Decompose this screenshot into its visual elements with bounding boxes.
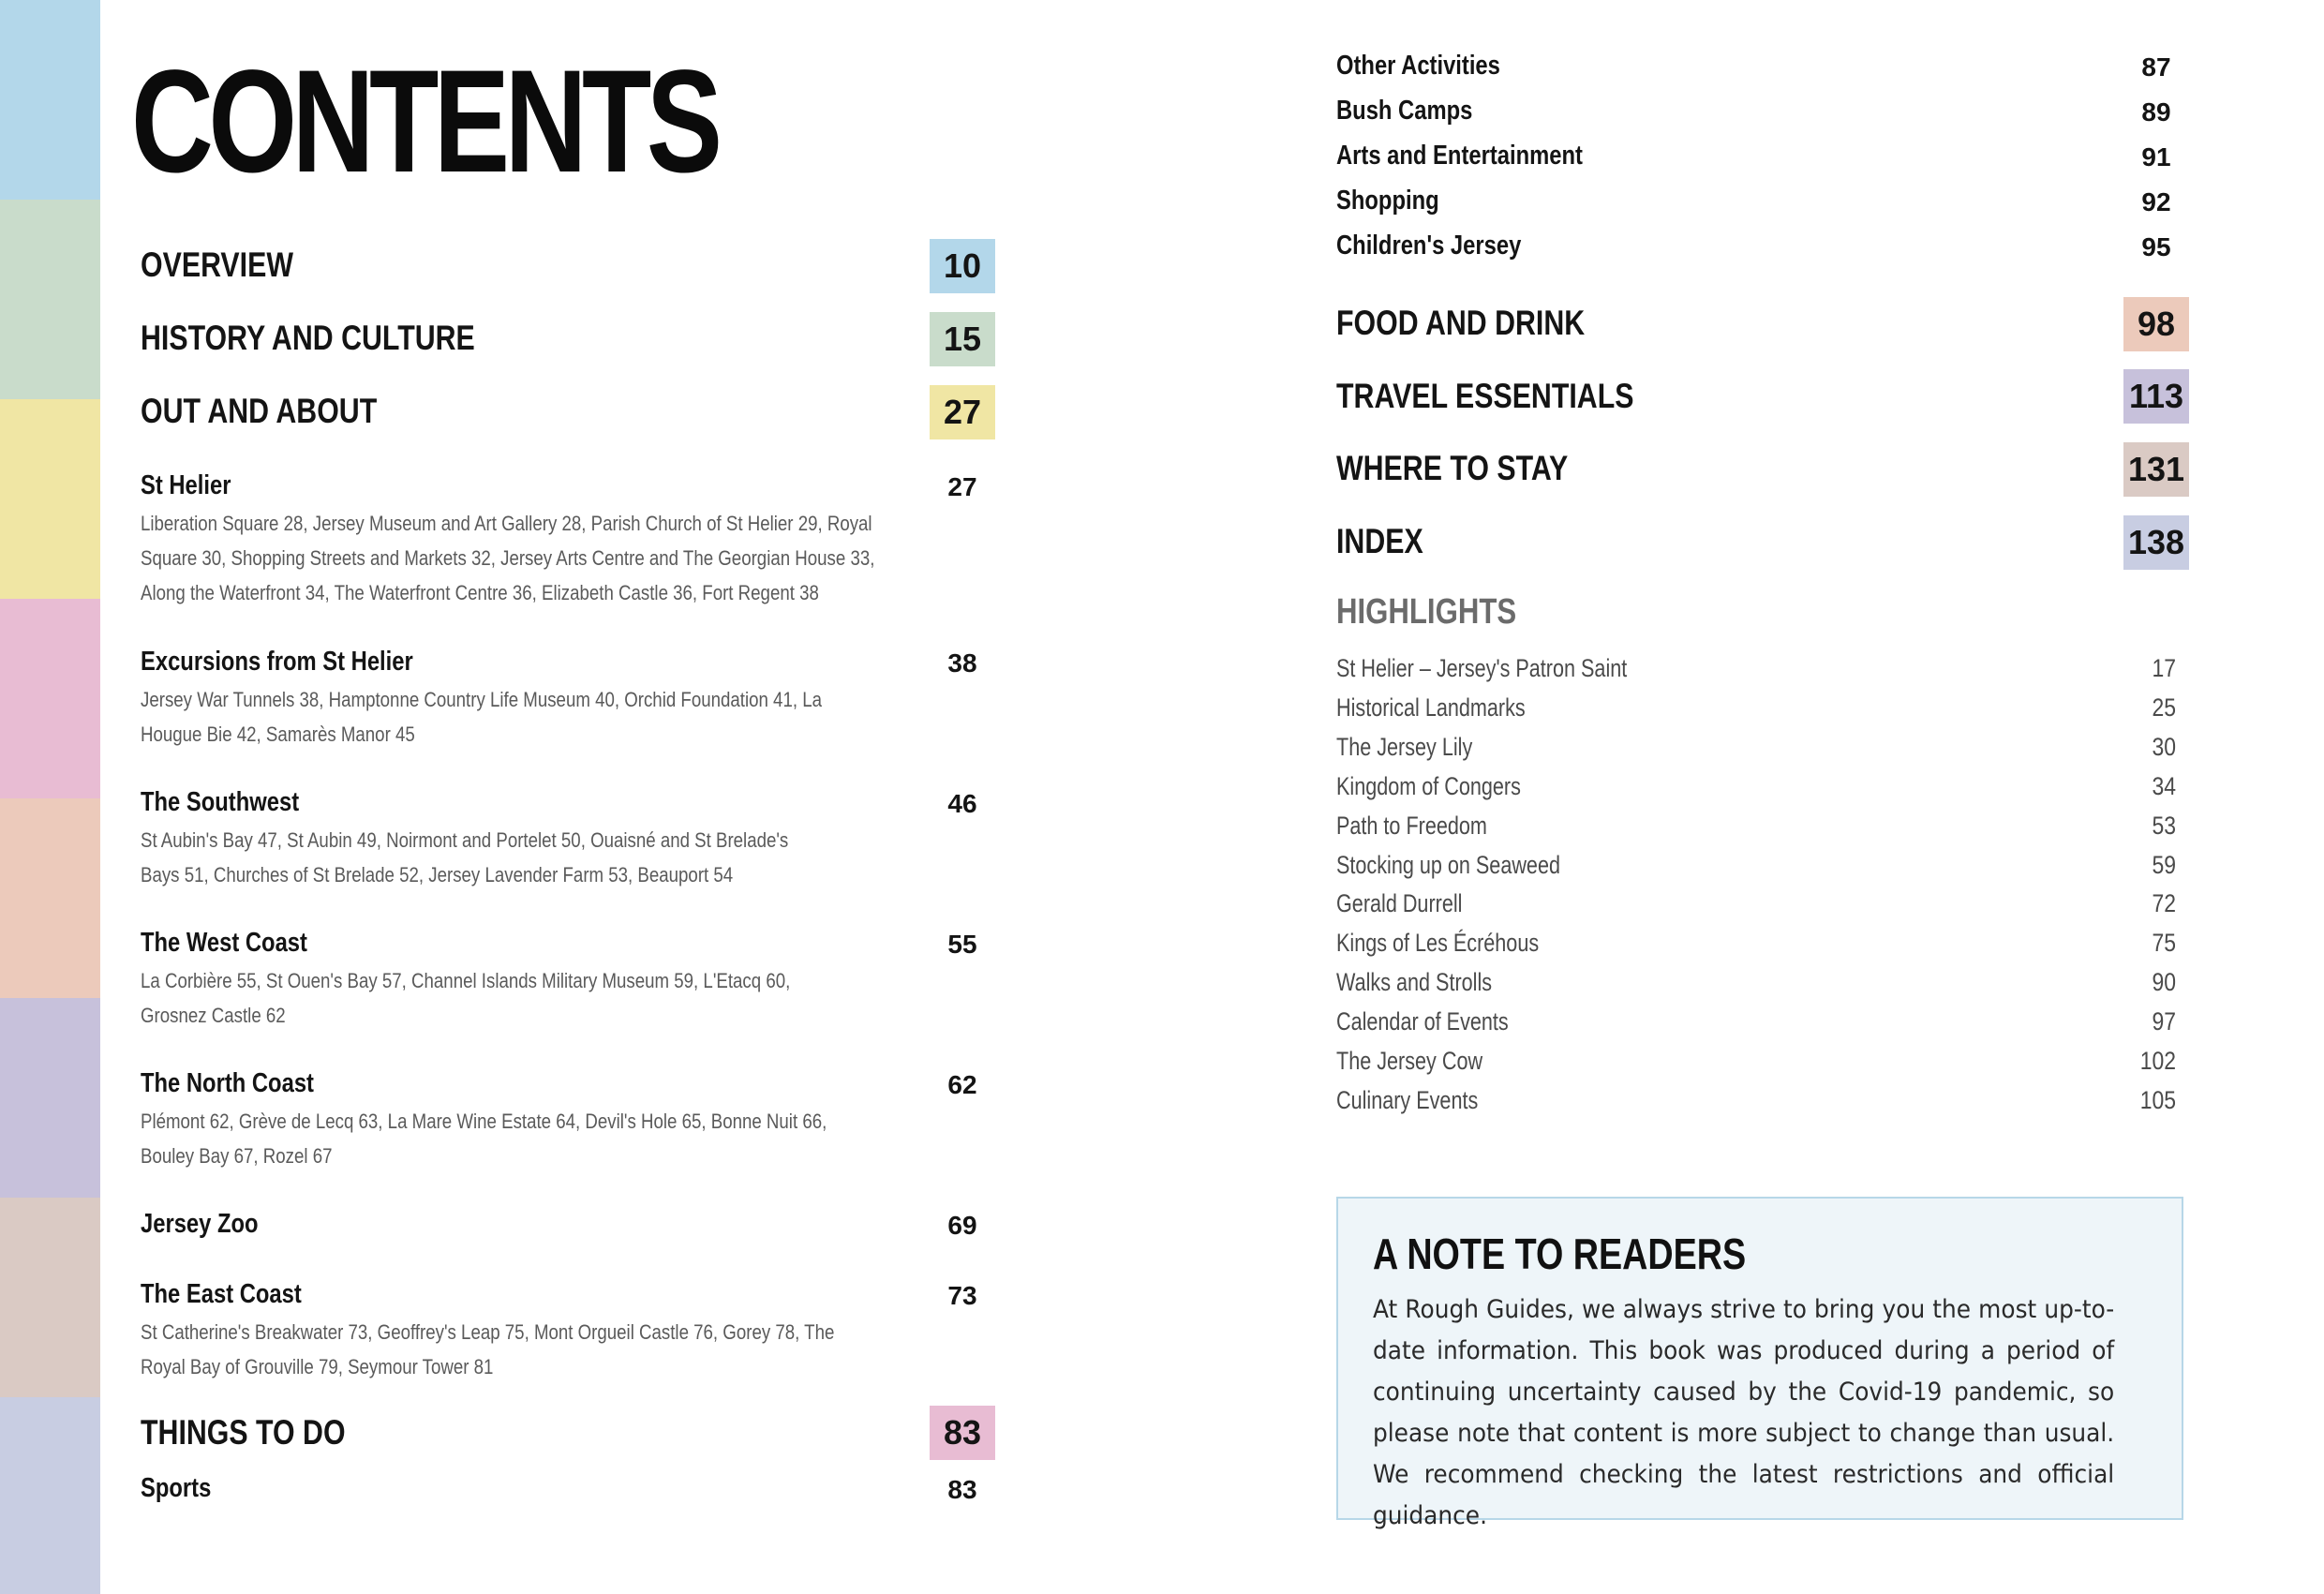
toc-sub-description <box>141 506 874 610</box>
desc-line: Bays 51, Churches of St Brelade 52, Jersey Lavender Farm 53, Beauport 54 <box>141 863 734 886</box>
toc-sub-shopping[interactable]: Shopping <box>1336 186 1439 216</box>
toc-page-badge[interactable]: 138 <box>2123 515 2189 570</box>
toc-page-number[interactable]: 87 <box>2141 52 2171 82</box>
toc-section-travel-essentials[interactable]: TRAVEL ESSENTIALS <box>1336 377 1634 415</box>
toc-page-number[interactable]: 92 <box>2141 187 2171 216</box>
highlight-label: St Helier – Jersey's Patron Saint <box>1336 654 1628 682</box>
stripe-band <box>0 1198 100 1397</box>
toc-section-food-drink[interactable]: FOOD AND DRINK <box>1336 304 1586 342</box>
highlight-row[interactable] <box>1336 968 2176 1006</box>
highlight-page: 75 <box>2152 929 2176 958</box>
highlight-label: Kingdom of Congers <box>1336 771 1521 800</box>
desc-line: St Catherine's Breakwater 73, Geoffrey's Leap 75, Mont Orgueil Castle 76, Gorey 78, The <box>141 1320 835 1344</box>
highlight-label: Calendar of Events <box>1336 1007 1509 1036</box>
highlights-heading: HIGHLIGHTS <box>1336 592 1517 632</box>
toc-sub-sports[interactable]: Sports <box>141 1473 212 1503</box>
stripe-band <box>0 0 100 200</box>
toc-sub-description <box>141 963 790 1033</box>
toc-page-number[interactable]: 69 <box>947 1211 977 1240</box>
toc-sub-west-coast[interactable]: The West Coast <box>141 928 307 958</box>
toc-page-number[interactable]: 91 <box>2141 142 2171 171</box>
highlight-row[interactable] <box>1336 733 2176 770</box>
toc-sub-bush-camps[interactable]: Bush Camps <box>1336 96 1473 126</box>
highlight-label: Kings of Les Écréhous <box>1336 929 1540 958</box>
toc-sub-excursions[interactable]: Excursions from St Helier <box>141 647 413 677</box>
highlight-page: 102 <box>2139 1047 2176 1075</box>
highlight-label: Historical Landmarks <box>1336 693 1526 722</box>
highlight-page: 53 <box>2152 811 2176 840</box>
toc-page-number[interactable]: 46 <box>947 789 977 818</box>
toc-sub-east-coast[interactable]: The East Coast <box>141 1279 302 1309</box>
desc-line: Plémont 62, Grève de Lecq 63, La Mare Wine Estate 64, Devil's Hole 65, Bonne Nuit 66, <box>141 1110 827 1133</box>
highlight-row[interactable] <box>1336 1007 2176 1045</box>
toc-page-number[interactable]: 83 <box>947 1475 977 1504</box>
desc-line: Jersey War Tunnels 38, Hamptonne Country Life Museum 40, Orchid Foundation 41, La <box>141 688 822 711</box>
highlight-page: 59 <box>2152 850 2176 879</box>
toc-section-index[interactable]: INDEX <box>1336 522 1423 560</box>
stripe-band <box>0 998 100 1198</box>
highlight-page: 30 <box>2152 732 2176 761</box>
toc-sub-other-activities[interactable]: Other Activities <box>1336 51 1500 81</box>
toc-sub-childrens-jersey[interactable]: Children's Jersey <box>1336 231 1522 261</box>
toc-sub-description <box>141 682 822 752</box>
desc-line: Grosnez Castle 62 <box>141 1004 286 1027</box>
highlight-row[interactable] <box>1336 851 2176 888</box>
toc-page-badge[interactable]: 131 <box>2123 442 2189 497</box>
desc-line: Royal Bay of Grouville 79, Seymour Tower 81 <box>141 1355 494 1378</box>
highlight-label: Path to Freedom <box>1336 811 1487 840</box>
desc-line: Liberation Square 28, Jersey Museum and Art Gallery 28, Parish Church of St Helier 29, Royal <box>141 512 872 535</box>
toc-page-number[interactable]: 95 <box>2141 232 2171 261</box>
toc-page-badge[interactable]: 83 <box>930 1406 995 1460</box>
highlight-row[interactable] <box>1336 654 2176 692</box>
highlight-label: Culinary Events <box>1336 1085 1479 1114</box>
highlight-row[interactable] <box>1336 929 2176 966</box>
highlight-page: 90 <box>2152 968 2176 997</box>
toc-page-number[interactable]: 55 <box>947 930 977 959</box>
highlight-page: 105 <box>2139 1085 2176 1114</box>
note-title: A NOTE TO READERS <box>1373 1229 1747 1278</box>
stripe-band <box>0 1397 100 1594</box>
highlight-row[interactable] <box>1336 889 2176 927</box>
highlight-label: Gerald Durrell <box>1336 889 1463 918</box>
highlight-row[interactable] <box>1336 1086 2176 1124</box>
stripe-band <box>0 798 100 998</box>
toc-page-badge[interactable]: 27 <box>930 385 995 439</box>
desc-line: Along the Waterfront 34, The Waterfront Centre 36, Elizabeth Castle 36, Fort Regent 38 <box>141 581 819 604</box>
toc-section-overview[interactable]: OVERVIEW <box>141 246 293 284</box>
desc-line: Hougue Bie 42, Samarès Manor 45 <box>141 723 415 746</box>
toc-sub-st-helier[interactable]: St Helier <box>141 470 231 500</box>
toc-section-out-and-about[interactable]: OUT AND ABOUT <box>141 392 378 430</box>
toc-sub-description <box>141 823 788 892</box>
toc-page-number[interactable]: 89 <box>2141 97 2171 127</box>
stripe-band <box>0 399 100 599</box>
toc-sub-jersey-zoo[interactable]: Jersey Zoo <box>141 1209 259 1239</box>
toc-page-badge[interactable]: 15 <box>930 312 995 366</box>
toc-section-things-to-do[interactable]: THINGS TO DO <box>141 1413 346 1452</box>
toc-sub-arts[interactable]: Arts and Entertainment <box>1336 141 1583 171</box>
highlight-label: The Jersey Cow <box>1336 1047 1483 1075</box>
highlight-page: 17 <box>2152 654 2176 682</box>
desc-line: Square 30, Shopping Streets and Markets 32, Jersey Arts Centre and The Georgian House 33, <box>141 546 875 570</box>
highlight-page: 25 <box>2152 693 2176 722</box>
color-stripe <box>0 0 100 1594</box>
note-to-readers-box <box>1336 1197 2183 1530</box>
toc-page-badge[interactable]: 98 <box>2123 297 2189 351</box>
toc-page-badge[interactable]: 10 <box>930 239 995 293</box>
highlight-page: 97 <box>2152 1007 2176 1036</box>
highlight-page: 72 <box>2152 889 2176 918</box>
note-body: At Rough Guides, we always strive to bring you the most up-to-date information. This book was produced during a period of continuing uncertainty caused by the Covid-19 pandemic, so please note that content is more subject to change than usual. We recommend checking the latest restrictions and official guidance. <box>1373 1295 2115 1530</box>
toc-page-number[interactable]: 62 <box>947 1070 977 1099</box>
desc-line: La Corbière 55, St Ouen's Bay 57, Channel Islands Military Museum 59, L'Etacq 60, <box>141 969 791 992</box>
toc-page-number[interactable]: 73 <box>947 1281 977 1310</box>
highlight-row[interactable] <box>1336 772 2176 810</box>
desc-line: Bouley Bay 67, Rozel 67 <box>141 1144 333 1168</box>
desc-line: St Aubin's Bay 47, St Aubin 49, Noirmont and Portelet 50, Ouaisné and St Brelade's <box>141 828 789 852</box>
stripe-band <box>0 599 100 798</box>
toc-sub-description <box>141 1315 834 1384</box>
highlight-label: Stocking up on Seaweed <box>1336 850 1560 879</box>
toc-sub-north-coast[interactable]: The North Coast <box>141 1068 314 1098</box>
stripe-band <box>0 200 100 399</box>
highlight-label: Walks and Strolls <box>1336 968 1493 997</box>
toc-page-number[interactable]: 27 <box>947 472 977 501</box>
highlight-row[interactable] <box>1336 1047 2176 1084</box>
toc-sub-description <box>141 1104 827 1173</box>
toc-section-where-to-stay[interactable]: WHERE TO STAY <box>1336 449 1569 487</box>
toc-sub-southwest[interactable]: The Southwest <box>141 787 300 817</box>
highlight-row[interactable] <box>1336 693 2176 731</box>
page-title: CONTENTS <box>131 40 718 203</box>
toc-section-history[interactable]: HISTORY AND CULTURE <box>141 319 475 357</box>
toc-page-number[interactable]: 38 <box>947 648 977 678</box>
highlight-row[interactable] <box>1336 812 2176 849</box>
highlight-label: The Jersey Lily <box>1336 732 1473 761</box>
toc-page-badge[interactable]: 113 <box>2123 369 2189 424</box>
highlight-page: 34 <box>2152 771 2176 800</box>
